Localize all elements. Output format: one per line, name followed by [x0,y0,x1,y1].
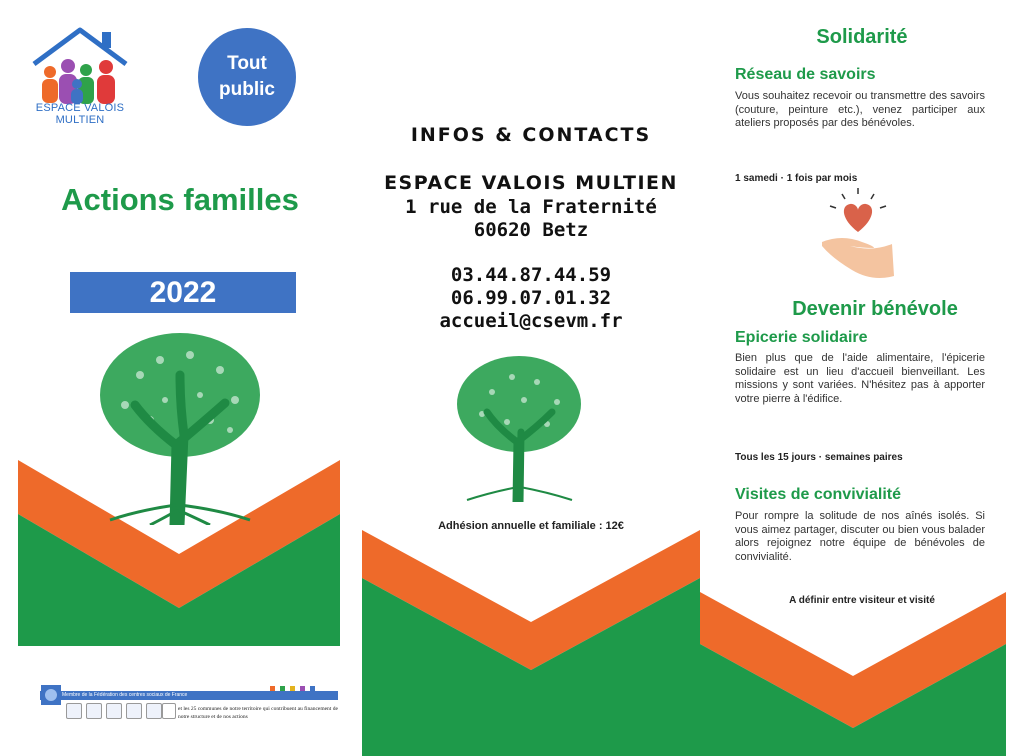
partner-logo-3-icon [106,703,122,719]
federation-text: Membre de la Fédération des centres sociaux de France [62,692,188,698]
color-dot-purple [300,686,305,691]
color-dot-orange [270,686,275,691]
partners-text: et les 25 communes de notre territoire qui contribuent au financement de notre structure et de nos actions [178,706,338,720]
brochure-title: Actions familles [61,182,299,217]
right-chevron-decoration [700,592,1006,756]
reseau-schedule: 1 samedi · 1 fois par mois [735,173,858,184]
french-republic-logo-icon [162,703,176,719]
section-title-benevole: Devenir bénévole [792,298,958,320]
tree-illustration-left [80,325,280,525]
year-banner: 2022 [70,272,296,313]
partner-logo-4-icon [126,703,142,719]
badge-line2: public [219,79,275,100]
logo-text-line1: ESPACE VALOIS [35,102,125,114]
infos-heading: INFOS & CONTACTS [410,124,652,146]
color-dot-blue [310,686,315,691]
partner-logo-2-icon [86,703,102,719]
visites-description: Pour rompre la solitude de nos aînés isolés. Si vous aimez partager, discuter ou bien vous balader alors rejoignez notre équipe de bénévoles de convivialité. [735,510,985,563]
heart-in-hand-icon [812,186,904,286]
epicerie-schedule: Tous les 15 jours · semaines paires [735,452,903,463]
heading-reseau-savoirs: Réseau de savoirs [735,66,876,83]
phone-number-2: 06.99.07.01.32 [450,287,612,309]
partner-logo-1-icon [66,703,82,719]
heading-epicerie-solidaire: Epicerie solidaire [735,329,868,346]
tree-illustration-middle [452,352,586,502]
reseau-description: Vous souhaitez recevoir ou transmettre des savoirs (couture, peinture etc.), venez participer aux ateliers proposés par des bénévoles. [735,90,985,129]
email-address: accueil@csevm.fr [439,310,623,332]
logo-text-line2: MULTIEN [55,114,105,126]
color-dot-green [280,686,285,691]
middle-chevron-decoration [362,530,700,756]
section-title-solidarite: Solidarité [816,26,908,48]
membership-fee: Adhésion annuelle et familiale : 12€ [438,520,624,532]
organization-name: ESPACE VALOIS MULTIEN [384,172,678,194]
epicerie-description: Bien plus que de l'aide alimentaire, l'épicerie solidaire est un lieu d'accueil bienveillant. Les missions y sont variées. N'hésitez pas à apporter votre pierre à l'édifice. [735,352,985,405]
color-dot-yellow [290,686,295,691]
badge-line1: Tout [227,53,267,74]
visites-schedule: A définir entre visiteur et visité [789,595,935,606]
partner-logo-5-icon [146,703,162,719]
logo-text [30,102,130,126]
federation-logo-icon [40,684,62,706]
city-address: 60620 Betz [473,219,589,241]
heading-visites-convivialite: Visites de convivialité [735,486,902,503]
street-address: 1 rue de la Fraternité [405,196,657,218]
phone-number-1: 03.44.87.44.59 [450,264,612,286]
audience-badge [198,28,296,126]
